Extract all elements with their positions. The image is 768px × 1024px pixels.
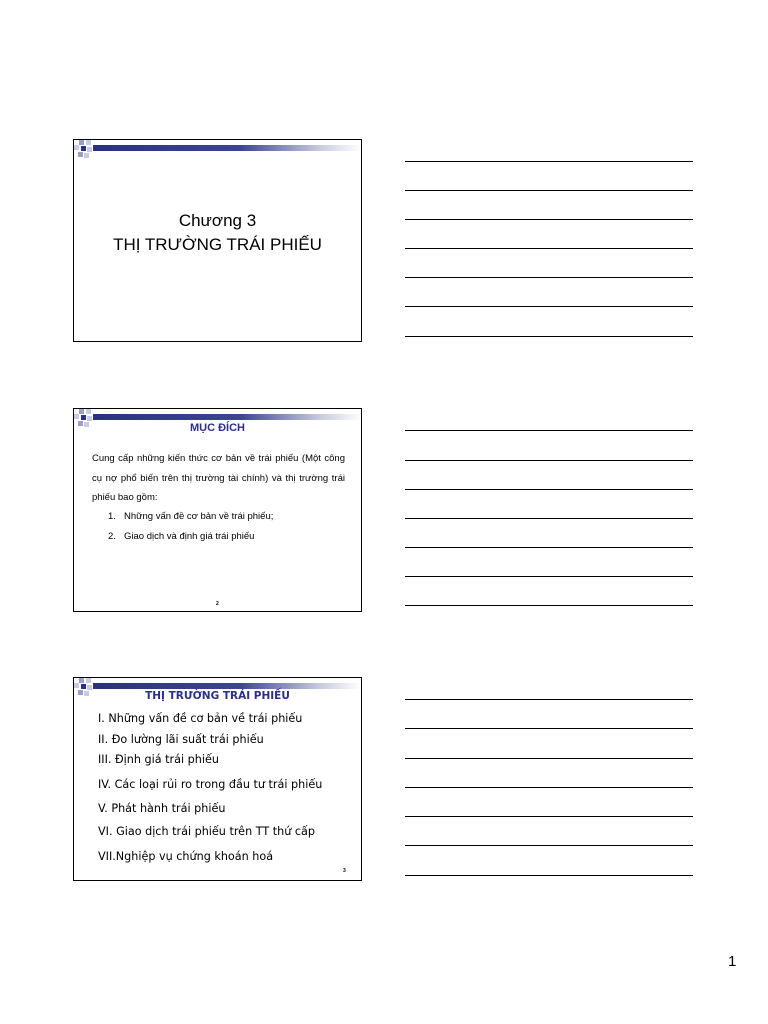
note-line [405, 875, 693, 876]
note-line [405, 845, 693, 846]
slide-number: 3 [343, 868, 346, 874]
note-line [405, 699, 693, 700]
note-line [405, 161, 693, 162]
list-item: V. Phát hành trái phiếu [98, 802, 226, 815]
list-item: 1. Những vấn đề cơ bản về trái phiếu; [108, 511, 274, 522]
slide-heading: THỊ TRƯỜNG TRÁI PHIẾU [145, 690, 290, 702]
note-line [405, 576, 693, 577]
note-line [405, 219, 693, 220]
note-line [405, 547, 693, 548]
note-line [405, 518, 693, 519]
note-line [405, 605, 693, 606]
list-item: I. Những vấn đề cơ bản về trái phiếu [98, 712, 303, 725]
note-line [405, 336, 693, 337]
purpose-list [108, 507, 351, 547]
note-line [405, 728, 693, 729]
note-line [405, 460, 693, 461]
list-item: VII.Nghiệp vụ chứng khoán hoá [98, 850, 274, 863]
slide-2 [73, 408, 362, 612]
list-item: 2. Giao dịch và định giá trái phiếu [108, 531, 255, 542]
slide-1 [73, 139, 362, 342]
list-item: IV. Các loại rủi ro trong đầu tư trái phiếu [98, 778, 323, 791]
note-line [405, 277, 693, 278]
slide-number: 2 [216, 601, 219, 607]
chapter-title: THỊ TRƯỜNG TRÁI PHIẾU [113, 235, 322, 254]
chapter-label: Chương 3 [178, 211, 257, 230]
list-item: VI. Giao dịch trái phiếu trên TT thứ cấp [98, 825, 315, 838]
page-number: 1 [728, 953, 737, 970]
note-line [405, 758, 693, 759]
slide-heading: MỤC ĐÍCH [190, 422, 245, 434]
slide-header-decoration [74, 140, 363, 162]
note-line [405, 248, 693, 249]
list-item: III. Định giá trái phiếu [98, 753, 219, 766]
note-line [405, 787, 693, 788]
list-item: II. Đo lường lãi suất trái phiếu [98, 733, 264, 746]
purpose-paragraph: Cung cấp những kiến thức cơ bản về trái phiếu (Một công cụ nợ phổ biến trên thị trường tài chính) và thị trường trái phiếu bao gồm: [92, 453, 345, 503]
note-line [405, 816, 693, 817]
note-line [405, 306, 693, 307]
note-line [405, 430, 693, 431]
note-line [405, 489, 693, 490]
slide-title [74, 209, 361, 257]
slide-3 [73, 677, 362, 881]
note-line [405, 190, 693, 191]
